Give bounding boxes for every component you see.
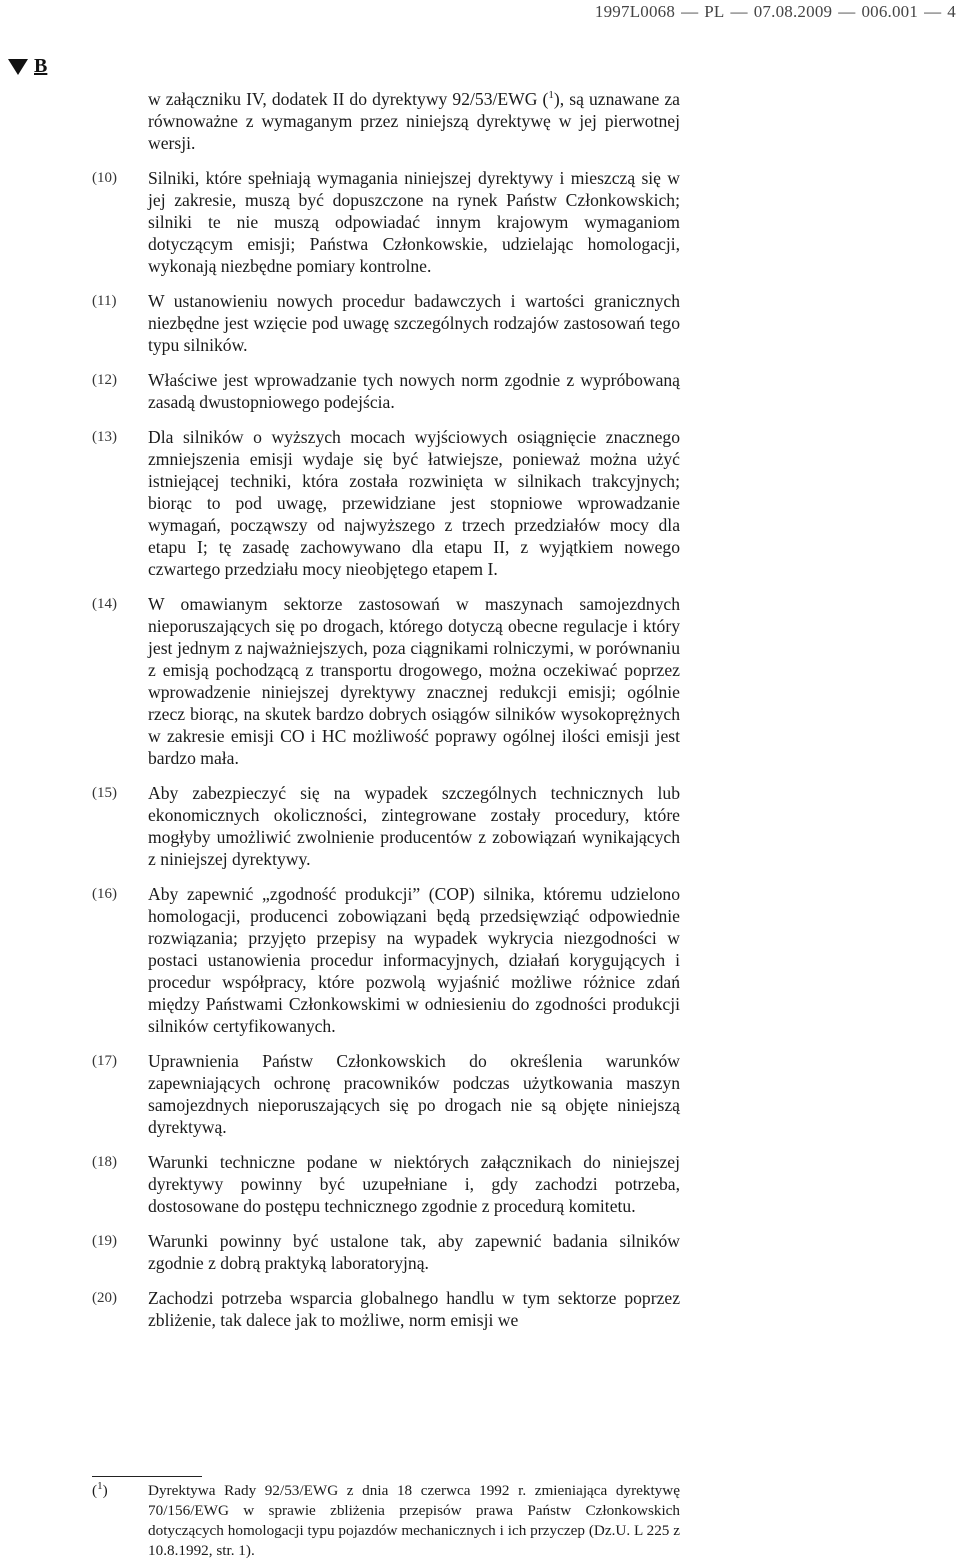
recital-number: (17) xyxy=(92,1053,117,1069)
recital-text: Aby zabezpieczyć się na wypadek szczególnych technicznych lub ekonomicznych okoliczności, zintegrowane zostały procedury, które mogłyby umożliwić zwolnienie producentów z zobowiązań wynikających z niniejszej dyrektywy. xyxy=(148,783,680,869)
recital-text: Silniki, które spełniają wymagania niniejszej dyrektywy i mieszczą się w jej zakresie, muszą być dopuszczone na rynek Państw Członkowskich; silniki te nie muszą odpowiadać innym krajowym wymaganiom dotyczącym emisji; Państwa Członkowskie, udzielając homologacji, wykonają niezbędne pomiary kontrolne. xyxy=(148,168,680,276)
recital-text: Warunki powinny być ustalone tak, aby zapewnić badania silników zgodnie z dobrą praktyką laboratoryjną. xyxy=(148,1231,680,1273)
recital-text: W omawianym sektorze zastosowań w maszynach samojezdnych nieporuszających się po drogach, którego dotyczą obecne regulacje i który jest jednym z najważniejszych, poza ciągnikami rolniczymi, w porównaniu z emisją pochodzącą z transportu drogowego, można oczekiwać poprzez wprowadzenie niniejszej dyrektywy znacznej redukcji emisji; ogólnie rzecz biorąc, na skutek bardzo dobrych osiągów silników wysokoprężnych w zakresie emisji CO i HC możliwość poprawy ogólnej ilości emisji jest bardzo mała. xyxy=(148,594,680,768)
recital-number: (19) xyxy=(92,1233,117,1249)
page-number: 4 xyxy=(947,2,956,21)
doc-id: 1997L0068 xyxy=(594,2,676,21)
recital-text: Warunki techniczne podane w niektórych załącznikach do niniejszej dyrektywy powinny być uzupełniane i, gdy zachodzi potrzeba, dostosowane do postępu technicznego zgodnie z procedurą komitetu. xyxy=(148,1152,680,1216)
recital-number: (16) xyxy=(92,886,117,902)
recital-number: (15) xyxy=(92,785,117,801)
intro-paragraph xyxy=(148,88,680,154)
footnote-divider xyxy=(92,1476,202,1477)
intro-text-after: ), są uznawane za równoważne z wymaganym przez niniejszą dyrektywę w jej pierwotnej wersji. xyxy=(148,89,680,153)
doc-date: 07.08.2009 xyxy=(753,2,833,21)
recital-11 xyxy=(92,290,680,356)
recital-number: (13) xyxy=(92,429,117,445)
recital-18 xyxy=(92,1151,680,1217)
recital-13 xyxy=(92,426,680,580)
recital-16 xyxy=(92,883,680,1037)
recital-number: (20) xyxy=(92,1290,117,1306)
recital-text: Zachodzi potrzeba wsparcia globalnego handlu w tym sektorze poprzez zbliżenie, tak dalece jak to możliwe, norm emisji we xyxy=(148,1288,680,1330)
recital-12 xyxy=(92,369,680,413)
footnote-ref[interactable]: 1 xyxy=(548,89,554,102)
recital-20 xyxy=(92,1287,680,1331)
amendment-code: B xyxy=(34,55,48,77)
recital-text: Właściwe jest wprowadzanie tych nowych norm zgodnie z wypróbowaną zasadą dwustopniowego podejścia. xyxy=(148,370,680,412)
footnote xyxy=(92,1481,680,1561)
doc-language: PL xyxy=(704,2,725,21)
recitals-body xyxy=(92,88,680,1331)
doc-version: 006.001 xyxy=(861,2,919,21)
recital-number: (14) xyxy=(92,596,117,612)
recital-number: (18) xyxy=(92,1154,117,1170)
amendment-marker xyxy=(8,55,47,78)
page-header: 1997L0068 — PL — 07.08.2009 — 006.001 — 4 xyxy=(594,2,956,21)
recital-15 xyxy=(92,782,680,870)
recital-text: Aby zapewnić „zgodność produkcji” (COP) silnika, któremu udzielono homologacji, producenci zobowiązani będą przedsięwziąć odpowiednie rozwiązania; przyjęto przepisy na wypadek wykrycia niezgodności w postaci ustanowienia procedur informacyjnych, działań korygujących i procedur współpracy, które pozwolą wyjaśnić możliwe różnice zdań między Państwami Członkowskimi w odniesieniu do zgodności produkcji silników certyfikowanych. xyxy=(148,884,680,1036)
recital-10 xyxy=(92,167,680,277)
footnote-number: ($^1$) xyxy=(92,1479,108,1499)
recital-number: (11) xyxy=(92,293,117,309)
recital-14 xyxy=(92,593,680,769)
recital-17 xyxy=(92,1050,680,1138)
recital-number: (10) xyxy=(92,170,117,186)
recital-text: Dla silników o wyższych mocach wyjściowych osiągnięcie znacznego zmniejszenia emisji wydaje się być łatwiejsze, ponieważ można użyć istniejącej techniki, która została rozwinięta w silnikach trakcyjnych; biorąc to pod uwagę, przewidziane jest stopniowe wprowadzanie wymagań, począwszy od najwyższego z trzech przedziałów mocy dla etapu I; tę zasadę zachowywano dla etapu II, z wyjątkiem nowego czwartego przedziału mocy nieobjętego etapem I. xyxy=(148,427,680,579)
recital-text: W ustanowieniu nowych procedur badawczych i wartości granicznych niezbędne jest wzięcie pod uwagę szczególnych rodzajów zastosowań tego typu silników. xyxy=(148,291,680,355)
footnote-text: Dyrektywa Rady 92/53/EWG z dnia 18 czerwca 1992 r. zmieniająca dyrektywę 70/156/EWG w sprawie zbliżenia przepisów prawa Państw Członkowskich dotyczących homologacji typu pojazdów mechanicznych i ich przyczep (Dz.U. L 225 z 10.8.1992, str. 1). xyxy=(148,1482,680,1559)
triangle-down-icon xyxy=(8,59,28,75)
recital-text: Uprawnienia Państw Członkowskich do określenia warunków zapewniających ochronę pracowników podczas użytkowania maszyn samojezdnych nieporuszających się po drogach nie są objęte niniejszą dyrektywą. xyxy=(148,1051,680,1137)
recital-number: (12) xyxy=(92,372,117,388)
intro-text-before: w załączniku IV, dodatek II do dyrektywy 92/53/EWG ( xyxy=(148,89,549,109)
recital-19 xyxy=(92,1230,680,1274)
